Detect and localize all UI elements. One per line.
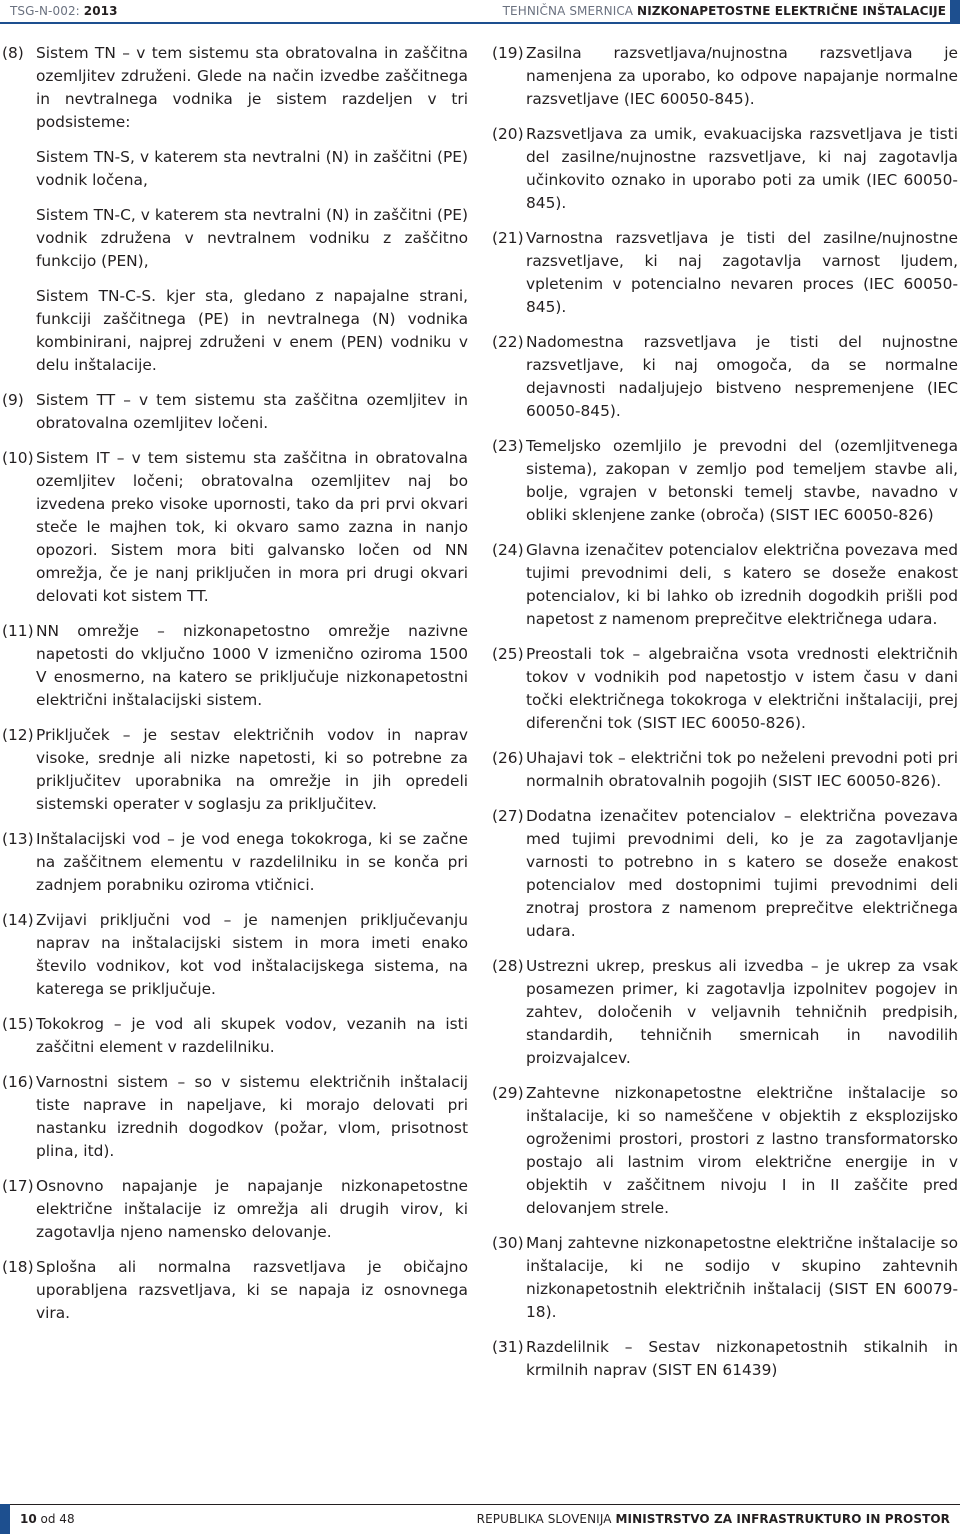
item-number: (28) bbox=[492, 957, 524, 975]
item-number: (11) bbox=[2, 622, 34, 640]
item-text: Osnovno napajanje je napajanje nizkonapetostne električne inštalacije iz omrežja ali drugih virov, ki zagotavlja njeno namensko delovanje. bbox=[36, 1177, 468, 1241]
footer-accent-block bbox=[0, 1504, 10, 1534]
page-footer bbox=[0, 1504, 960, 1533]
item-text: Razdelilnik – Sestav nizkonapetostnih stikalnih in krmilnih naprav (SIST EN 61439) bbox=[526, 1338, 958, 1379]
item-text: Zahtevne nizkonapetostne električne inštalacije so inštalacije, ki so nameščene v objektih z eksplozijsko ogroženimi prostori, prostori z lastno transformatorsko postajo ali lastnim virom električne energije in v objektih v zaščitnem nivoju I in II zaščite pred delovanjem strele. bbox=[526, 1084, 958, 1217]
item-text: Uhajavi tok – električni tok po neželeni prevodni poti pri normalnih obratovalnih pogojih (SIST IEC 60050-826). bbox=[526, 749, 958, 790]
left-column bbox=[2, 42, 468, 1337]
page-total: od 48 bbox=[40, 1512, 75, 1526]
item-text: NN omrežje – nizkonapetostno omrežje nazivne napetosti do vključno 1000 V izmenično oziroma 1500 V enosmerno, na katero se priključuje nizkonapetostni električni inštalacijski sistem. bbox=[36, 622, 468, 709]
item-number: (23) bbox=[492, 437, 524, 455]
definition-item bbox=[2, 620, 468, 712]
page-current: 10 bbox=[20, 1512, 37, 1526]
definition-item bbox=[492, 435, 958, 527]
definition-item bbox=[492, 1232, 958, 1324]
item-number: (8) bbox=[2, 44, 24, 62]
item-text: Sistem TN-S, v katerem sta nevtralni (N) in zaščitni (PE) vodnik ločena, bbox=[36, 148, 468, 189]
item-number: (12) bbox=[2, 726, 34, 744]
definition-item bbox=[492, 1336, 958, 1382]
ministry-label: MINISTRSTVO ZA INFRASTRUKTURO IN PROSTOR bbox=[615, 1512, 950, 1526]
doc-code-label: TSG-N-002: bbox=[10, 4, 80, 18]
item-number: (15) bbox=[2, 1015, 34, 1033]
header-accent-block bbox=[950, 0, 960, 24]
item-number: (9) bbox=[2, 391, 24, 409]
definition-item bbox=[2, 42, 468, 134]
item-text: Dodatna izenačitev potencialov – električna povezava med tujimi prevodnimi deli, ko je za zagotavljanje varnosti to potrebno in s katero se doseže enakost potencialov med dostopnimi tujimi prevodnimi deli znotraj prostora z namenom preprečitve električnega udara. bbox=[526, 807, 958, 940]
item-text: Sistem TN-C, v katerem sta nevtralni (N) in zaščitni (PE) vodnik združena v nevtralnem vodniku z zaščitno funkcijo (PEN), bbox=[36, 206, 468, 270]
definition-item bbox=[2, 1256, 468, 1325]
item-number: (13) bbox=[2, 830, 34, 848]
item-text: Sistem IT – v tem sistemu sta zaščitna in obratovalna ozemljitev ločeni; obratovalna ozemljitev naj bo izvedena preko visoke upornosti, tako da pri prvi okvari steče le majhen tok, ki okvaro samo zazna in nanjo opozori. Sistem mora biti galvansko ločen od NN omrežja, če je nanj priključen in mora pri drugi okvari delovati kot sistem TT. bbox=[36, 449, 468, 605]
definition-item bbox=[492, 955, 958, 1070]
definition-item bbox=[492, 331, 958, 423]
item-text: Manj zahtevne nizkonapetostne električne inštalacije so inštalacije, ki ne sodijo v skupino zahtevnih nizkonapetostnih električnih inštalacij (SIST EN 60079-18). bbox=[526, 1234, 958, 1321]
definition-subitem bbox=[2, 204, 468, 273]
doc-code bbox=[0, 0, 132, 22]
definition-item bbox=[2, 389, 468, 435]
definition-item bbox=[492, 805, 958, 943]
item-number: (19) bbox=[492, 44, 524, 62]
item-number: (17) bbox=[2, 1177, 34, 1195]
definition-item bbox=[2, 1175, 468, 1244]
item-number: (30) bbox=[492, 1234, 524, 1252]
definition-item bbox=[492, 747, 958, 793]
item-number: (16) bbox=[2, 1073, 34, 1091]
item-text: Varnostna razsvetljava je tisti del zasilne/nujnostne razsvetljave, ki naj zagotavlja varnost ljudem, vpletenim v potencialno nevaren proces (IEC 60050-845). bbox=[526, 229, 958, 316]
item-text: Inštalacijski vod – je vod enega tokokroga, ki se začne na zaščitnem elementu v razdelilniku in se konča pri zadnjem porabniku oziroma vtičnici. bbox=[36, 830, 468, 894]
definition-item bbox=[492, 123, 958, 215]
definition-subitem bbox=[2, 285, 468, 377]
item-number: (21) bbox=[492, 229, 524, 247]
item-text: Temeljsko ozemljilo je prevodni del (ozemljitvenega sistema), zakopan v zemljo pod temeljem stavbe ali, bolje, vgrajen v betonski temelj stavbe, navadno v obliki sklenjene zanke (obroča) (SIST IEC 60050-826) bbox=[526, 437, 958, 524]
page-number bbox=[20, 1505, 75, 1533]
item-text: Varnostni sistem – so v sistemu električnih inštalacij tiste naprave in napeljave, ki morajo delovati pri nastanku izrednih dogodkov (požar, vlom, prisotnost plina, itd). bbox=[36, 1073, 468, 1160]
item-text: Tokokrog – je vod ali skupek vodov, vezanih na isti zaščitni element v razdelilniku. bbox=[36, 1015, 468, 1056]
item-number: (22) bbox=[492, 333, 524, 351]
item-text: Splošna ali normalna razsvetljava je običajno uporabljena razsvetljava, ki se napaja iz osnovnega vira. bbox=[36, 1258, 468, 1322]
item-number: (24) bbox=[492, 541, 524, 559]
header-title bbox=[503, 0, 960, 22]
item-number: (14) bbox=[2, 911, 34, 929]
definition-item bbox=[492, 643, 958, 735]
item-text: Glavna izenačitev potencialov električna povezava med tujimi prevodnimi deli, s katero se doseže enakost potencialov, ki bi lahko ob izrednih dogodkih prišli pod napetost z namenom preprečitve električnega udara. bbox=[526, 541, 958, 628]
document-title: NIZKONAPETOSTNE ELEKTRIČNE INŠTALACIJE bbox=[637, 4, 946, 18]
definition-item bbox=[2, 447, 468, 608]
item-number: (20) bbox=[492, 125, 524, 143]
definition-item bbox=[492, 42, 958, 111]
item-text: Sistem TT – v tem sistemu sta zaščitna ozemljitev in obratovalna ozemljitev ločeni. bbox=[36, 391, 468, 432]
page-header bbox=[0, 0, 960, 24]
item-text: Zasilna razsvetljava/nujnostna razsvetljava je namenjena za uporabo, ko odpove napajanje normalne razsvetljave (IEC 60050-845). bbox=[526, 44, 958, 108]
definition-item bbox=[2, 909, 468, 1001]
item-text: Razsvetljava za umik, evakuacijska razsvetljava je tisti del zasilne/nujnostne razsvetljave, ki naj zagotavlja učinkovito oznako in uporabo poti za umik (IEC 60050-845). bbox=[526, 125, 958, 212]
item-number: (18) bbox=[2, 1258, 34, 1276]
definition-item bbox=[492, 1082, 958, 1220]
item-number: (26) bbox=[492, 749, 524, 767]
definition-item bbox=[2, 1071, 468, 1163]
definition-item bbox=[2, 1013, 468, 1059]
definition-item bbox=[2, 724, 468, 816]
definition-subitem bbox=[2, 146, 468, 192]
item-number: (25) bbox=[492, 645, 524, 663]
item-number: (29) bbox=[492, 1084, 524, 1102]
doc-year: 2013 bbox=[83, 4, 118, 18]
item-number: (31) bbox=[492, 1338, 524, 1356]
definition-item bbox=[2, 828, 468, 897]
item-number: (10) bbox=[2, 449, 34, 467]
item-text: Priključek – je sestav električnih vodov in naprav visoke, srednje ali nizke napetosti, ki so potrebne za priključitev uporabnika na omrežje in jih opredeli sistemski operater v soglasju za priključitev. bbox=[36, 726, 468, 813]
item-text: Ustrezni ukrep, preskus ali izvedba – je ukrep za vsak posamezen primer, ki zagotavlja izpolnitev pogojev in zahtev, določenih v veljavnih tehničnih predpisih, standardih, tehničnih smernicah in navodilih proizvajalcev. bbox=[526, 957, 958, 1067]
item-number: (27) bbox=[492, 807, 524, 825]
item-text: Preostali tok – algebraična vsota vrednosti električnih tokov v vodnikih pod napetostjo v istem času v dani točki električnega tokokroga v električni inštalaciji, prej diferenčni tok (SIST IEC 60050-826). bbox=[526, 645, 958, 732]
series-label: TEHNIČNA SMERNICA bbox=[502, 4, 634, 18]
item-text: Sistem TN – v tem sistemu sta obratovalna in zaščitna ozemljitev združeni. Glede na način izvedbe zaščitnega in nevtralnega vodnika je sistem razdeljen v tri podsisteme: bbox=[36, 44, 468, 131]
publisher bbox=[477, 1505, 950, 1533]
right-column bbox=[492, 42, 958, 1394]
definition-item bbox=[492, 539, 958, 631]
definition-item bbox=[492, 227, 958, 319]
country-label: REPUBLIKA SLOVENIJA bbox=[476, 1512, 612, 1526]
item-text: Zvijavi priključni vod – je namenjen priključevanju naprav na inštalacijski sistem in mora imeti enako število vodnikov, kot vod inštalacijskega sistema, na katerega se priključuje. bbox=[36, 911, 468, 998]
item-text: Sistem TN-C-S. kjer sta, gledano z napajalne strani, funkciji zaščitnega (PE) in nevtralnega (N) vodnika kombinirani, najprej združeni v enem (PEN) vodniku v delu inštalacije. bbox=[36, 287, 468, 374]
item-text: Nadomestna razsvetljava je tisti del nujnostne razsvetljave, ki naj omogoča, da se normalne dejavnosti nadaljujejo bistveno nespremenjene (IEC 60050-845). bbox=[526, 333, 958, 420]
